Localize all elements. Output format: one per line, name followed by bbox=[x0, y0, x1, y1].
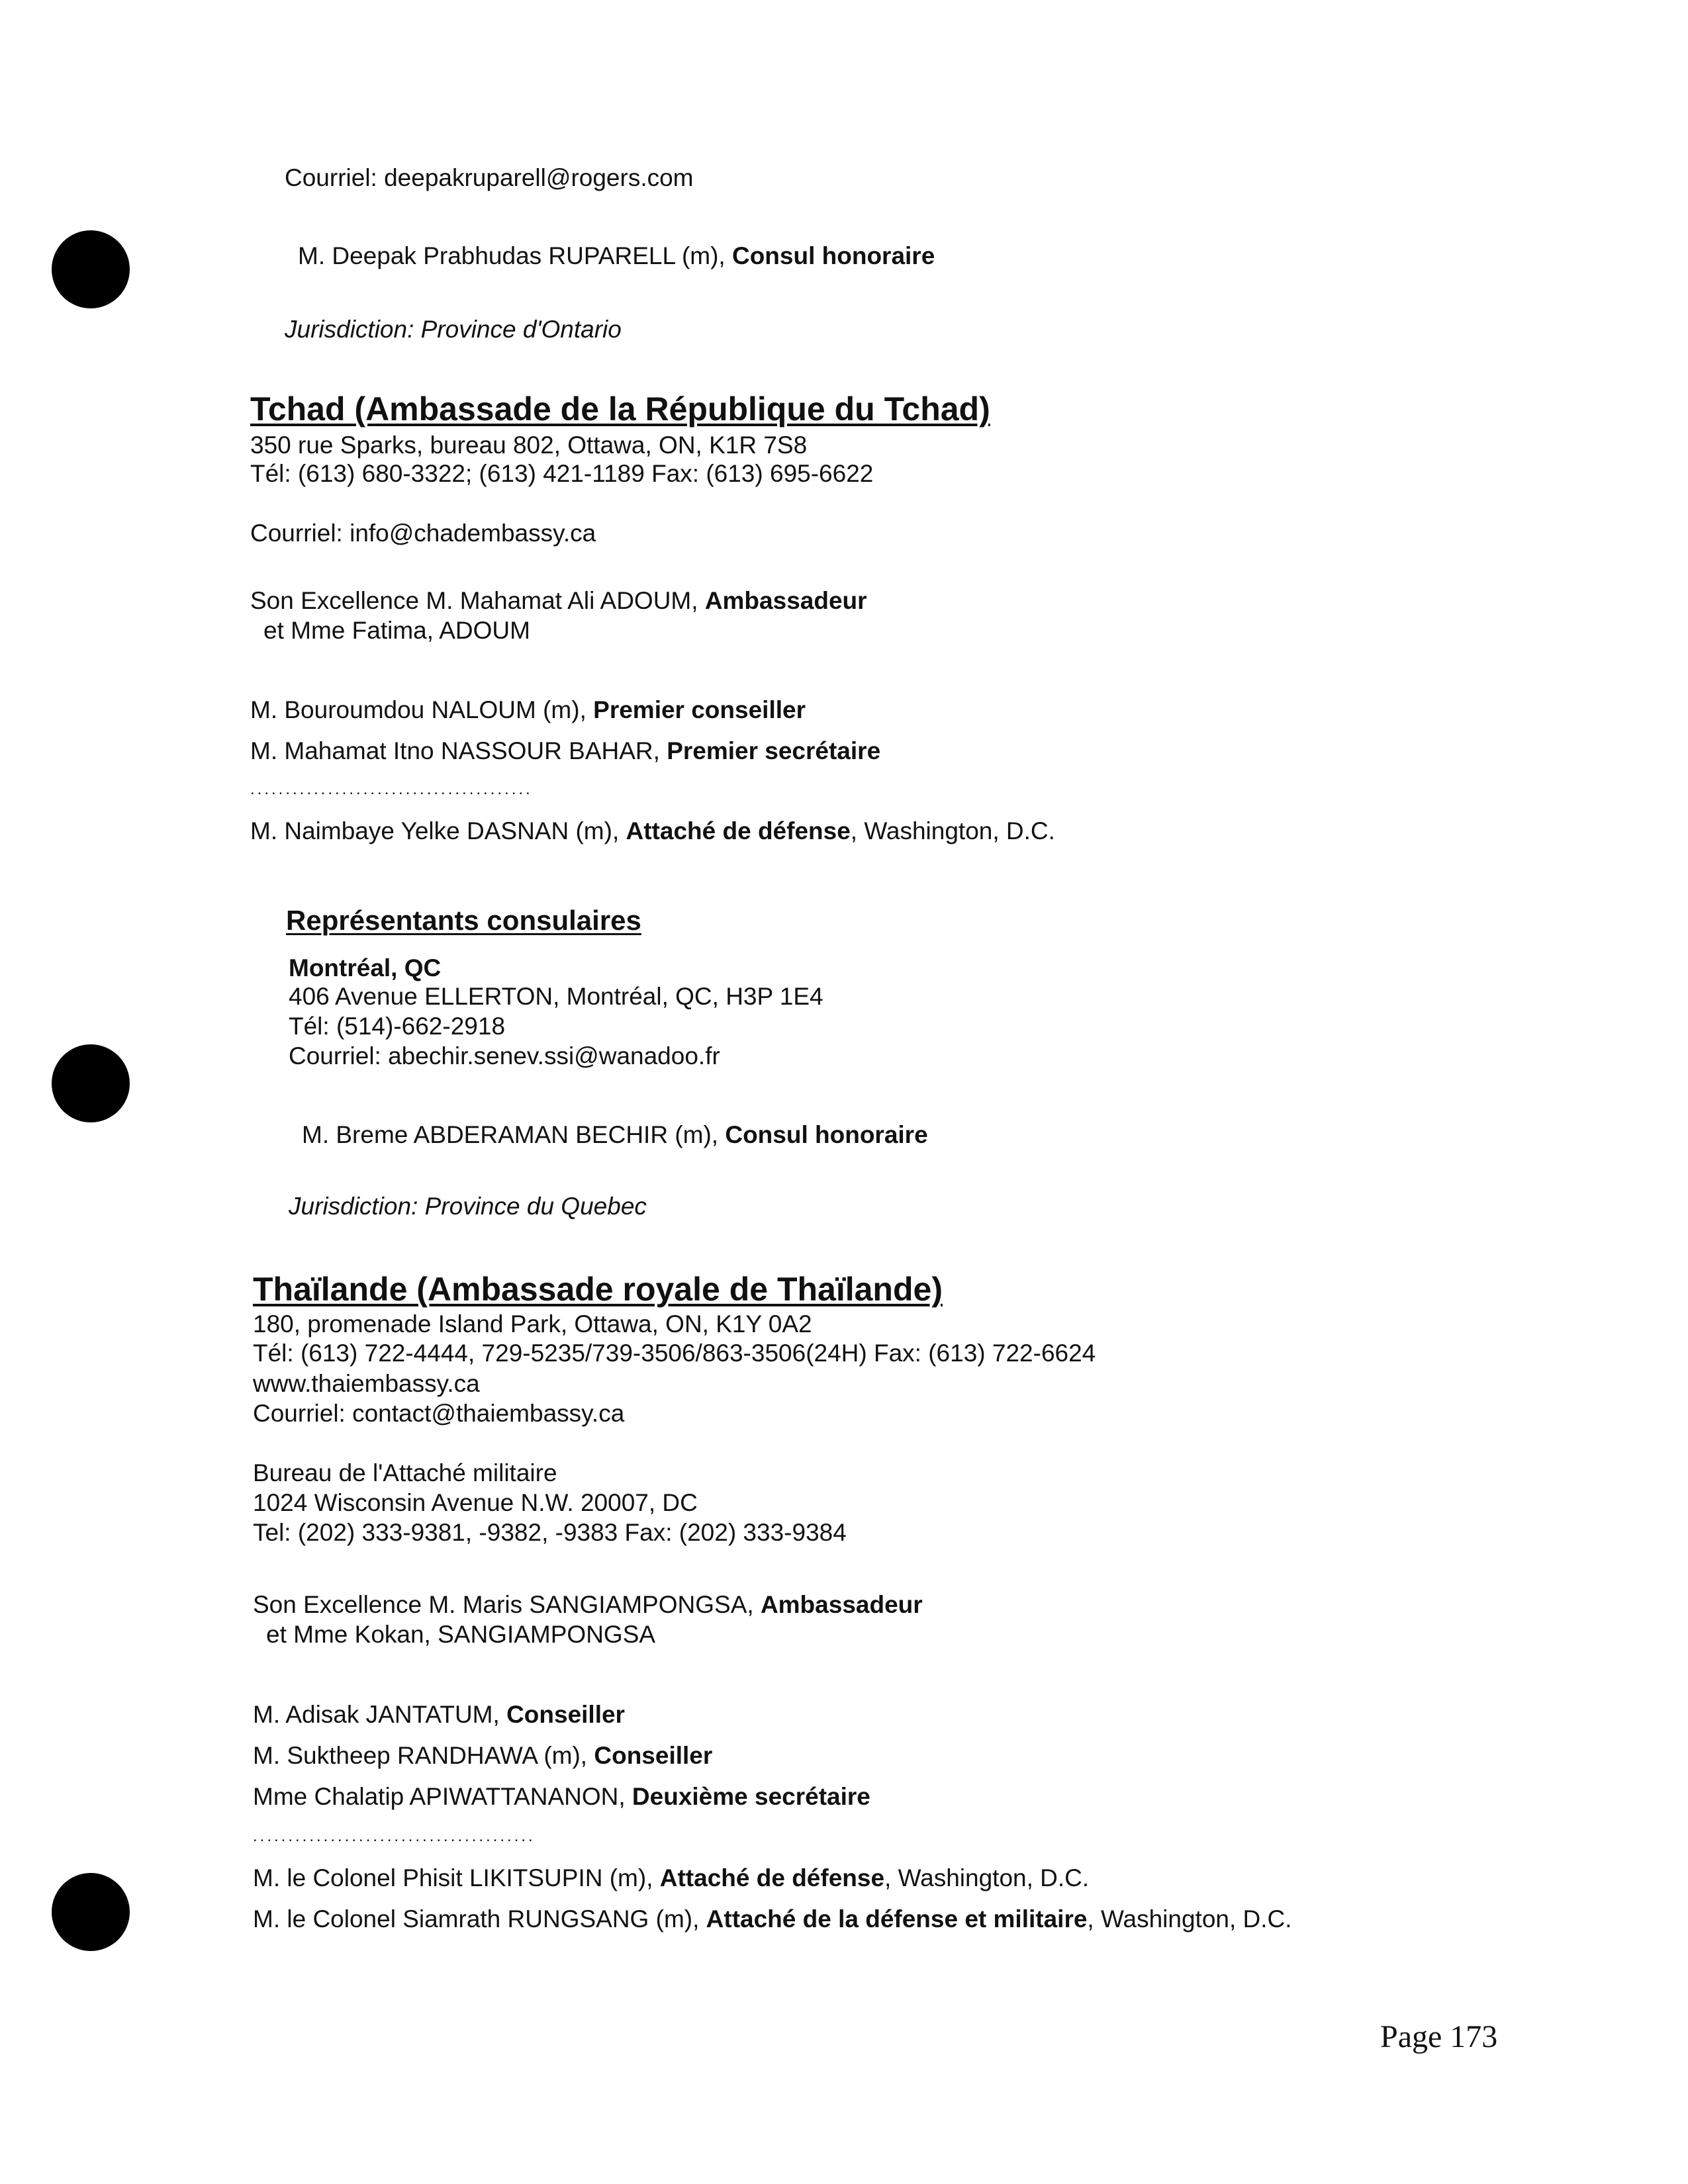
punch-hole-bottom bbox=[52, 1873, 130, 1951]
attache-name: M. le Colonel Phisit LIKITSUPIN (m), bbox=[253, 1864, 660, 1891]
attache-entry bbox=[253, 1863, 1089, 1893]
consular-heading: Représentants consulaires bbox=[286, 905, 641, 936]
email: Courriel: info@chadembassy.ca bbox=[250, 520, 596, 547]
military-office-name: Bureau de l'Attaché militaire bbox=[253, 1459, 557, 1486]
ambassador-entry bbox=[250, 586, 867, 615]
phone-fax: Tél: (613) 680-3322; (613) 421-1189 Fax: (613) 695-6622 bbox=[250, 460, 874, 487]
consular-city: Montréal, QC bbox=[289, 954, 442, 981]
consular-phone: Tél: (514)-662-2918 bbox=[289, 1013, 506, 1040]
consular-address: 406 Avenue ELLERTON, Montréal, QC, H3P 1E4 bbox=[289, 983, 823, 1010]
attache-name: M. Naimbaye Yelke DASNAN (m), bbox=[250, 817, 626, 844]
section-heading-tchad: Tchad (Ambassade de la République du Tchad) bbox=[250, 390, 990, 428]
ambassador-name: Son Excellence M. Maris SANGIAMPONGSA, bbox=[253, 1591, 761, 1618]
attache-title: Attaché de défense bbox=[626, 817, 851, 844]
staff-name: M. Adisak JANTATUM, bbox=[253, 1701, 507, 1728]
military-office-phone: Tel: (202) 333-9381, -9382, -9383 Fax: (202) 333-9384 bbox=[253, 1519, 847, 1546]
email: Courriel: contact@thaiembassy.ca bbox=[253, 1400, 625, 1427]
staff-title: Premier conseiller bbox=[593, 696, 806, 723]
attache-name: M. le Colonel Siamrath RUNGSANG (m), bbox=[253, 1905, 706, 1933]
attache-entry bbox=[250, 816, 1055, 846]
staff-entry bbox=[250, 695, 806, 725]
staff-name: Mme Chalatip APIWATTANANON, bbox=[253, 1783, 632, 1810]
jurisdiction: Jurisdiction: Province d'Ontario bbox=[285, 316, 622, 343]
staff-entry bbox=[253, 1782, 870, 1811]
separator: ........................................ bbox=[250, 780, 533, 798]
staff-title: Premier secrétaire bbox=[667, 737, 881, 764]
consul-name: M. Breme ABDERAMAN BECHIR (m), bbox=[302, 1121, 726, 1148]
consul-entry bbox=[298, 241, 935, 271]
staff-name: M. Mahamat Itno NASSOUR BAHAR, bbox=[250, 737, 667, 764]
staff-title: Deuxième secrétaire bbox=[632, 1783, 870, 1810]
contact-email: Courriel: deepakruparell@rogers.com bbox=[285, 164, 694, 191]
ambassador-name: Son Excellence M. Mahamat Ali ADOUM, bbox=[250, 587, 705, 614]
consul-title: Consul honoraire bbox=[725, 1121, 928, 1148]
consular-email: Courriel: abechir.senev.ssi@wanadoo.fr bbox=[289, 1042, 720, 1069]
staff-entry bbox=[250, 736, 880, 766]
punch-hole-top bbox=[52, 230, 130, 308]
punch-hole-middle bbox=[52, 1044, 130, 1122]
attache-title: Attaché de défense bbox=[659, 1864, 885, 1891]
staff-title: Conseiller bbox=[506, 1701, 625, 1728]
consul-title: Consul honoraire bbox=[731, 242, 935, 269]
staff-name: M. Suktheep RANDHAWA (m), bbox=[253, 1742, 594, 1769]
jurisdiction: Jurisdiction: Province du Quebec bbox=[289, 1193, 647, 1220]
consul-entry bbox=[302, 1120, 928, 1150]
staff-entry bbox=[253, 1700, 625, 1729]
military-office-address: 1024 Wisconsin Avenue N.W. 20007, DC bbox=[253, 1489, 698, 1516]
separator: ........................................ bbox=[253, 1827, 536, 1845]
staff-entry bbox=[253, 1741, 712, 1770]
page-number: Page 173 bbox=[1380, 2019, 1498, 2054]
address: 180, promenade Island Park, Ottawa, ON, K1Y 0A2 bbox=[253, 1310, 812, 1338]
ambassador-title: Ambassadeur bbox=[704, 587, 867, 614]
address: 350 rue Sparks, bureau 802, Ottawa, ON, K1R 7S8 bbox=[250, 432, 808, 459]
attache-entry bbox=[253, 1904, 1292, 1934]
attache-title: Attaché de la défense et militaire bbox=[706, 1905, 1088, 1933]
staff-title: Conseiller bbox=[594, 1742, 713, 1769]
staff-name: M. Bouroumdou NALOUM (m), bbox=[250, 696, 594, 723]
ambassador-spouse: et Mme Fatima, ADOUM bbox=[263, 617, 530, 644]
website: www.thaiembassy.ca bbox=[253, 1370, 480, 1397]
phone-fax: Tél: (613) 722-4444, 729-5235/739-3506/863-3506(24H) Fax: (613) 722-6624 bbox=[253, 1340, 1096, 1367]
ambassador-title: Ambassadeur bbox=[760, 1591, 923, 1618]
ambassador-entry bbox=[253, 1590, 923, 1619]
attache-location: , Washington, D.C. bbox=[1087, 1905, 1292, 1933]
attache-location: , Washington, D.C. bbox=[850, 817, 1055, 844]
consul-name: M. Deepak Prabhudas RUPARELL (m), bbox=[298, 242, 732, 269]
section-heading-thailande: Thaïlande (Ambassade royale de Thaïlande) bbox=[253, 1271, 943, 1308]
ambassador-spouse: et Mme Kokan, SANGIAMPONGSA bbox=[266, 1621, 656, 1648]
attache-location: , Washington, D.C. bbox=[884, 1864, 1090, 1891]
